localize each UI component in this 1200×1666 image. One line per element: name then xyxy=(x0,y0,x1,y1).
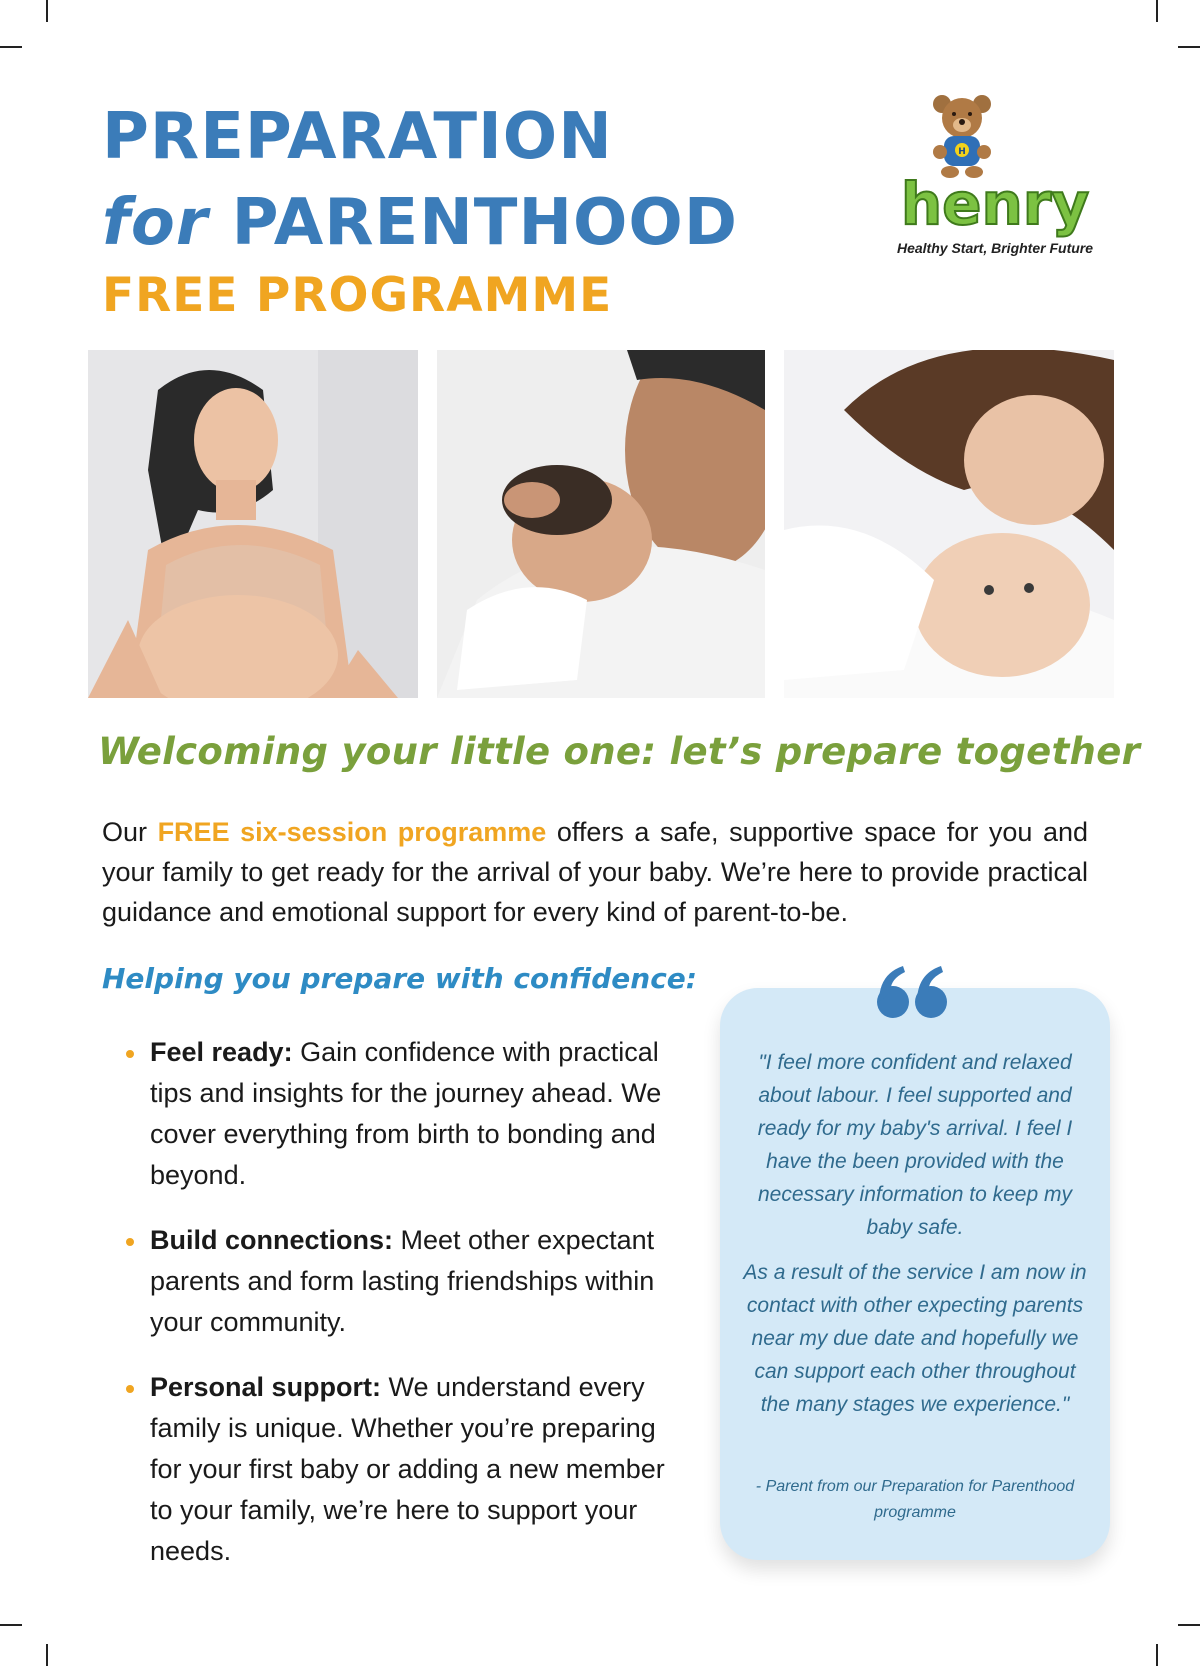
crop-mark xyxy=(1156,0,1158,22)
free-highlight: FREE six-session programme xyxy=(157,817,547,847)
title-line-1: PREPARATION xyxy=(102,100,613,174)
testimonial-quote-1: "I feel more confident and relaxed about labour. I feel supported and ready for my baby's arrival. I feel I have the been provided with the necessary information to keep my baby safe. xyxy=(757,1051,1073,1239)
henry-logo xyxy=(870,92,1120,262)
crop-mark xyxy=(46,1644,48,1666)
list-item xyxy=(120,1220,694,1343)
benefit-title: Feel ready: xyxy=(150,1037,293,1067)
quote-mark-icon xyxy=(873,962,953,1022)
mother-kissing-baby-photo-icon xyxy=(784,350,1114,698)
benefits-list xyxy=(120,1032,694,1596)
benefit-title: Build connections: xyxy=(150,1225,393,1255)
testimonial-quote-2: As a result of the service I am now in contact with other expecting parents near my due date and hopefully we can support each other throughout the many stages we experience." xyxy=(743,1261,1087,1416)
crop-mark xyxy=(1178,1624,1200,1626)
crop-mark xyxy=(1156,1644,1158,1666)
testimonial-attribution: - Parent from our Preparation for Parenthood programme xyxy=(755,1478,1075,1521)
crop-mark xyxy=(46,0,48,22)
logo-tagline: Healthy Start, Brighter Future xyxy=(896,240,1094,256)
teddy-bear-icon xyxy=(870,92,1120,242)
title-line-2 xyxy=(102,186,738,260)
title-for: for xyxy=(102,186,209,260)
pregnant-woman-photo-icon xyxy=(88,350,418,698)
crop-mark xyxy=(0,1624,22,1626)
list-item xyxy=(120,1367,694,1572)
crop-mark xyxy=(0,46,22,48)
svg-text:H: H xyxy=(958,147,966,157)
father-holding-newborn-photo-icon xyxy=(437,350,765,698)
helping-heading: Helping you prepare with confidence: xyxy=(102,962,697,995)
photo-mother-baby xyxy=(784,350,1114,698)
title-parenthood: PARENTHOOD xyxy=(231,186,738,260)
welcome-heading: Welcoming your little one: let’s prepare together xyxy=(98,730,1141,773)
crop-mark xyxy=(1178,46,1200,48)
photo-pregnant-woman xyxy=(88,350,418,698)
intro-paragraph: Our FREE six-session programme offers a safe, supportive space for you and your family to get ready for the arrival of your baby. We’re here to provide practical guidance and emotional support for every kind of parent-to-be. xyxy=(102,817,1088,927)
benefit-text: Meet other expectant parents and form lasting friendships within your community. xyxy=(150,1225,655,1337)
free-programme-subtitle: FREE PROGRAMME xyxy=(102,268,613,323)
list-item xyxy=(120,1032,694,1196)
photo-father-newborn xyxy=(437,350,765,698)
benefit-text: We understand every family is unique. Whether you’re preparing for your first baby or adding a new member to your family, we’re here to support your needs. xyxy=(150,1372,665,1566)
svg-text:henry: henry xyxy=(900,170,1090,238)
benefit-title: Personal support: xyxy=(150,1372,382,1402)
benefit-text: Gain confidence with practical tips and insights for the journey ahead. We cover everything from birth to bonding and beyond. xyxy=(150,1037,662,1190)
